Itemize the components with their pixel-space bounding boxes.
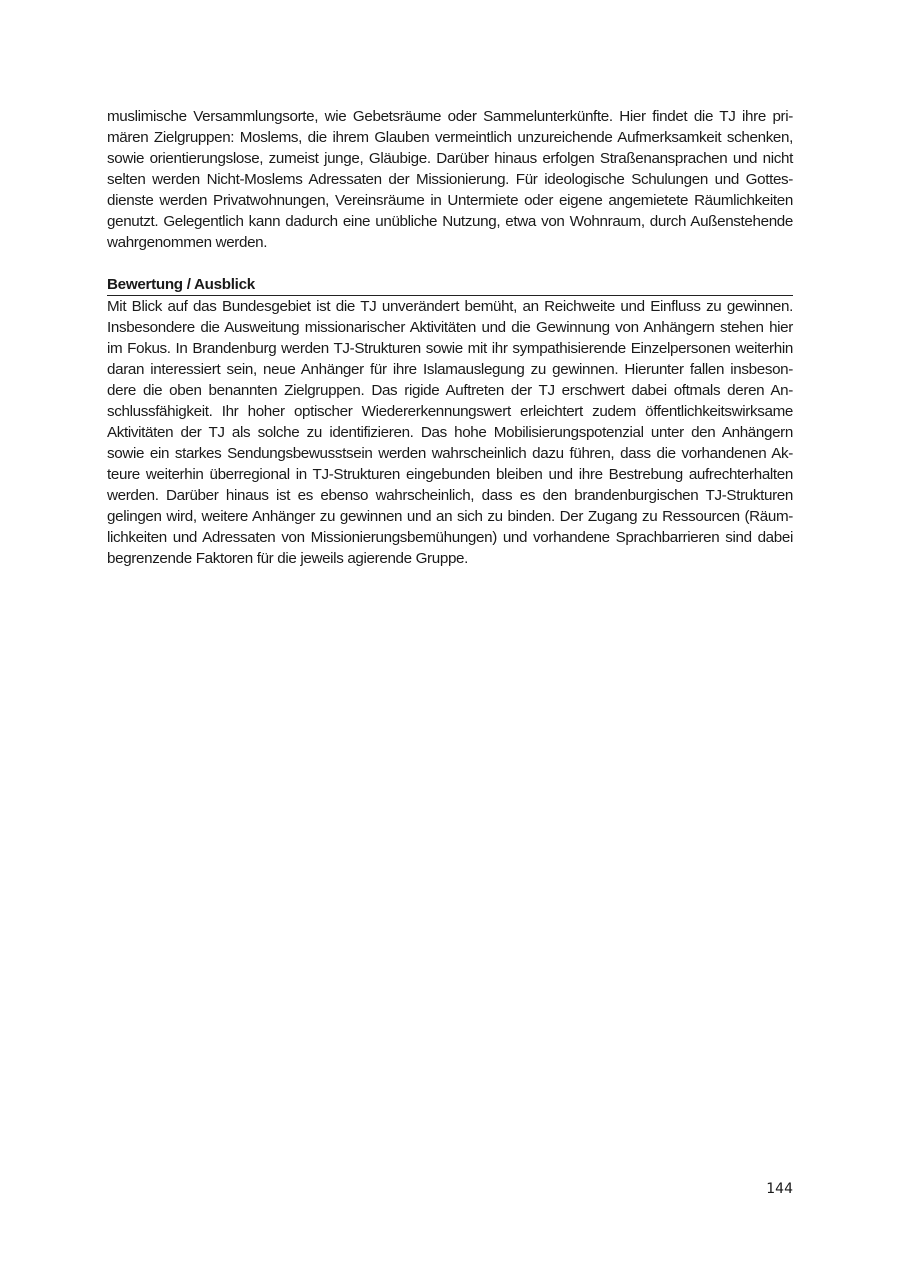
paragraph-line: dere die oben benannten Zielgruppen. Das rigide Auftreten der TJ erschwert dabei oftmals deren An- — [107, 382, 793, 399]
paragraph-line: wahrgenommen werden. — [107, 234, 268, 251]
paragraph-line: muslimische Versammlungsorte, wie Gebetsräume oder Sammelunterkünfte. Hier findet die TJ ihre pri- — [107, 108, 793, 125]
paragraph-line: Insbesondere die Ausweitung missionarischer Aktivitäten und die Gewinnung von Anhängern stehen hier — [107, 319, 793, 336]
page-number: 144 — [766, 1181, 793, 1197]
paragraph-line: werden. Darüber hinaus ist es ebenso wahrscheinlich, dass es den brandenburgischen TJ-Strukturen — [107, 487, 793, 504]
paragraph-line: mären Zielgruppen: Moslems, die ihrem Glauben vermeintlich unzureichende Aufmerksamkeit schenken, — [107, 129, 793, 146]
paragraph-line: begrenzende Faktoren für die jeweils agierende Gruppe. — [107, 550, 469, 567]
paragraph-line: sowie ein starkes Sendungsbewusstsein werden wahrscheinlich dazu führen, dass die vorhandenen Ak- — [107, 445, 793, 462]
paragraph-line: genutzt. Gelegentlich kann dadurch eine unübliche Nutzung, etwa von Wohnraum, durch Außenstehende — [107, 213, 793, 230]
paragraph-line: Mit Blick auf das Bundesgebiet ist die TJ unverändert bemüht, an Reichweite und Einfluss zu gewinnen. — [107, 298, 793, 315]
paragraph-line: selten werden Nicht-Moslems Adressaten der Missionierung. Für ideologische Schulungen und Gottes- — [107, 171, 793, 188]
paragraph-line: gelingen wird, weitere Anhänger zu gewinnen und an sich zu binden. Der Zugang zu Ressourcen (Räum- — [107, 508, 793, 525]
paragraph-line: sowie orientierungslose, zumeist junge, Gläubige. Darüber hinaus erfolgen Straßenansprachen und nicht — [107, 150, 793, 167]
paragraph-line: teure weiterhin überregional in TJ-Strukturen eingebunden bleiben und ihre Bestrebung aufrechterhalten — [107, 466, 793, 483]
section-heading: Bewertung / Ausblick — [107, 274, 793, 296]
paragraph-line: schlussfähigkeit. Ihr hoher optischer Wiedererkennungswert erleichtert zudem öffentlichkeitswirksame — [107, 403, 793, 420]
paragraph-line: dienste werden Privatwohnungen, Vereinsräume in Untermiete oder eigene angemietete Räumlichkeiten — [107, 192, 793, 209]
paragraph-line: lichkeiten und Adressaten von Missionierungsbemühungen) und vorhandene Sprachbarrieren sind dabei — [107, 529, 793, 546]
paragraph-line: im Fokus. In Brandenburg werden TJ-Strukturen sowie mit ihr sympathisierende Einzelpersonen weiterhin — [107, 340, 793, 357]
paragraph-line: Aktivitäten der TJ als solche zu identifizieren. Das hohe Mobilisierungspotenzial unter den Anhängern — [107, 424, 793, 441]
paragraph-line: daran interessiert sein, neue Anhänger für ihre Islamauslegung zu gewinnen. Hierunter fallen insbeson- — [107, 361, 793, 378]
